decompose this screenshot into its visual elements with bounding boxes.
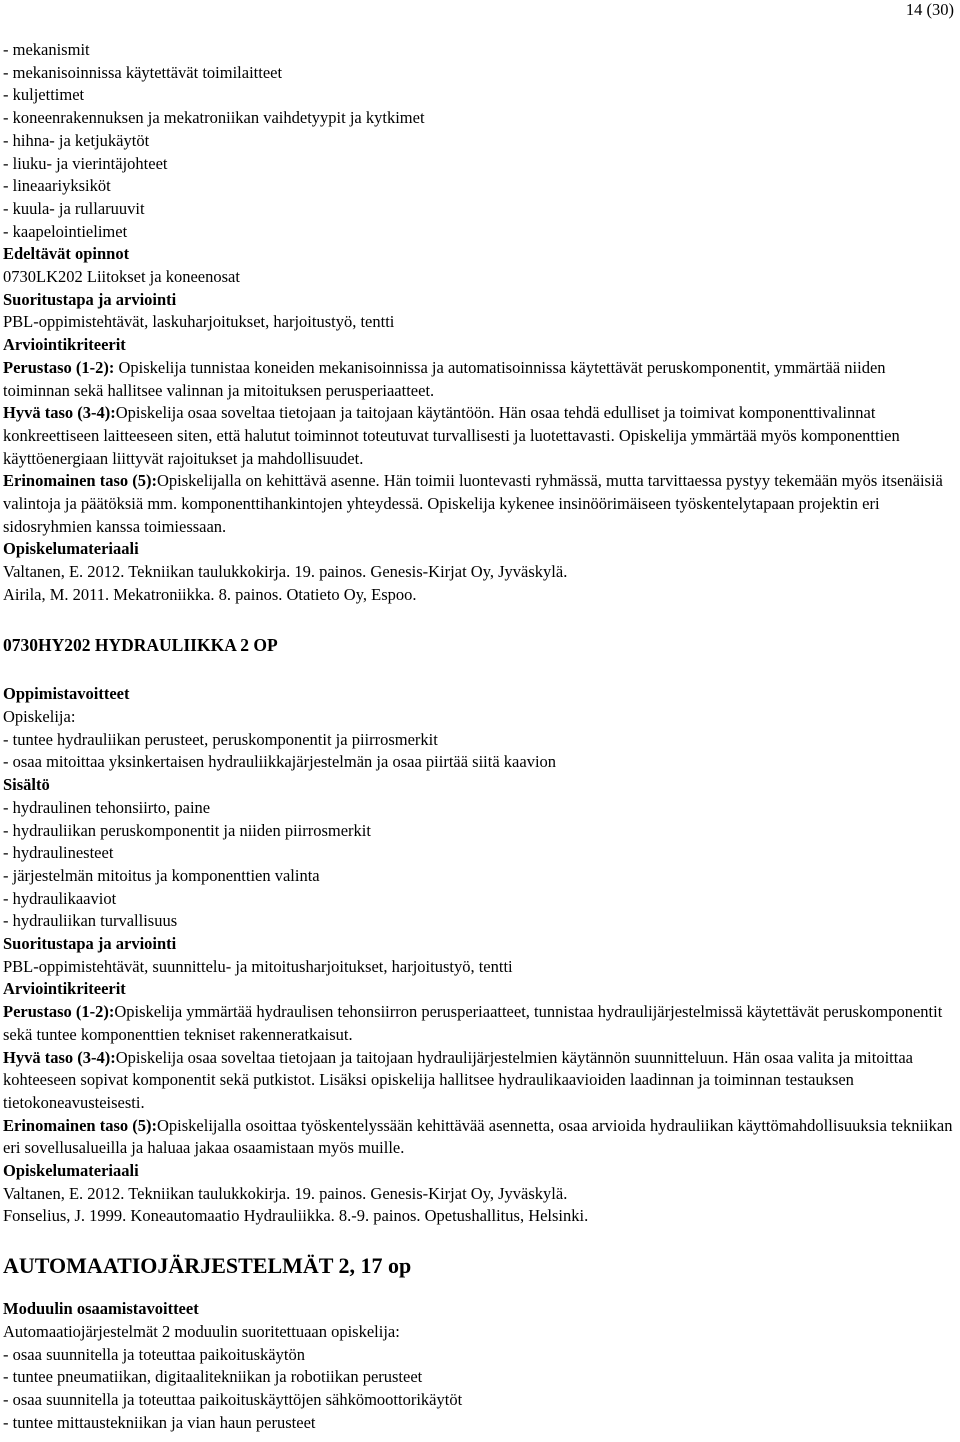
prerequisites-heading: Edeltävät opinnot (3, 244, 130, 264)
list-item: - liuku- ja vierintäjohteet (3, 153, 168, 173)
criteria-basic-text: Opiskelija ymmärtää hydraulisen tehonsiirron perusperiaatteet, tunnistaa hydraulijärjestelmissä käytettävät peruskomponentit sekä tuntee komponenttien tekniset rakenneratkaisut. (3, 1002, 943, 1044)
criteria-excellent-label: Erinomainen taso (5): (3, 1115, 157, 1135)
material-heading: Opiskelumateriaali (3, 539, 139, 559)
prerequisites-text: 0730LK202 Liitokset ja koneenosat (3, 267, 240, 287)
criteria-good (3, 402, 955, 470)
list-item: - hihna- ja ketjukäytöt (3, 130, 150, 150)
criteria-excellent-text: Opiskelijalla on kehittävä asenne. Hän toimii luontevasti ryhmässä, mutta tarvittaessa pystyy tekemään myös itsenäisiä valintoja ja päätöksiä mm. komponenttihankintojen yhteydessä. Opiskelija kykenee insinöörimäiseen työskentelytapaan projektin eri sidosryhmien kanssa toimiessaan. (3, 471, 943, 536)
method-heading: Suoritustapa ja arviointi (3, 289, 177, 309)
material-item: Valtanen, E. 2012. Tekniikan taulukkokirja. 19. painos. Genesis-Kirjat Oy, Jyväskylä. (3, 562, 568, 582)
criteria-good-text: Opiskelija osaa soveltaa tietojaan ja taitojaan käytäntöön. Hän osaa tehdä edulliset ja toimivat komponenttivalinnat konkreettiseen laitteeseen siten, että halutut toiminnot toteutuvat turvallisesti ja luotettavasti. Opiskelija ymmärtää myös komponenttien käyttöenergiaan liittyvät rajoitukset ja mahdollisuudet. (3, 403, 900, 468)
criteria-heading: Arviointikriteerit (3, 979, 126, 999)
module-goal-item: - tuntee pneumatiikan, digitaalitekniikan ja robotiikan perusteet (3, 1367, 423, 1387)
content-item: - järjestelmän mitoitus ja komponenttien valinta (3, 865, 320, 885)
module-goal-item: - osaa suunnitella ja toteuttaa paikoituskäyttöjen sähkömoottorikäytöt (3, 1389, 463, 1409)
material-item: Airila, M. 2011. Mekatroniikka. 8. painos. Otatieto Oy, Espoo. (3, 584, 417, 604)
material-item: Valtanen, E. 2012. Tekniikan taulukkokirja. 19. painos. Genesis-Kirjat Oy, Jyväskylä. (3, 1183, 568, 1203)
list-item: - koneenrakennuksen ja mekatroniikan vaihdetyypit ja kytkimet (3, 108, 425, 128)
criteria-excellent-label: Erinomainen taso (5): (3, 471, 157, 491)
content-item: - hydraulinen tehonsiirto, paine (3, 797, 211, 817)
content-item: - hydraulikaaviot (3, 888, 117, 908)
goals-intro: Opiskelija: (3, 706, 76, 726)
material-heading: Opiskelumateriaali (3, 1161, 139, 1181)
module-goals-intro: Automaatiojärjestelmät 2 moduulin suoritettuaan opiskelija: (3, 1321, 400, 1341)
goal-item: - osaa mitoittaa yksinkertaisen hydrauliikkajärjestelmän ja osaa piirtää siitä kaavion (3, 752, 557, 772)
criteria-good-label: Hyvä taso (3-4): (3, 1047, 116, 1067)
criteria-excellent (3, 470, 955, 538)
criteria-heading: Arviointikriteerit (3, 335, 126, 355)
method-heading: Suoritustapa ja arviointi (3, 934, 177, 954)
method-text: PBL-oppimistehtävät, suunnittelu- ja mitoitusharjoitukset, harjoitustyö, tentti (3, 956, 513, 976)
criteria-basic (3, 1001, 955, 1046)
module-goals-heading: Moduulin osaamistavoitteet (3, 1299, 199, 1319)
content-item: - hydrauliikan peruskomponentit ja niiden piirrosmerkit (3, 820, 371, 840)
module-goal-item: - tuntee mittaustekniikan ja vian haun perusteet (3, 1412, 316, 1432)
content-item: - hydrauliikan turvallisuus (3, 911, 178, 931)
list-item: - mekanismit (3, 40, 90, 59)
content-item: - hydraulinesteet (3, 843, 114, 863)
criteria-excellent-text: Opiskelijalla osoittaa työskentelyssään kehittävää asennetta, osaa arvioida hydrauliikan käyttömahdollisuuksia tekniikan eri sovellusalueilla ja haluaa jakaa osaamistaan myös muille. (3, 1115, 953, 1158)
topic-list (3, 39, 955, 243)
criteria-good-text: Opiskelija osaa soveltaa tietojaan ja taitojaan hydraulijärjestelmien käytännön suunnitteluun. Hän osaa valita ja mitoittaa kohteeseen sopivat komponentit sekä putkistot. Lisäksi opiskelija hallitsee hydraulikaavioiden laadinnan ja toiminnan testauksen tietokoneavusteisesti. (3, 1047, 913, 1112)
goal-item: - tuntee hydrauliikan perusteet, peruskomponentit ja piirrosmerkit (3, 729, 438, 749)
goals-heading: Oppimistavoitteet (3, 684, 130, 704)
list-item: - lineaariyksiköt (3, 176, 111, 196)
course-title: 0730HY202 HYDRAULIIKKA 2 OP (3, 634, 278, 655)
list-item: - kuula- ja rullaruuvit (3, 198, 145, 218)
content-heading: Sisältö (3, 775, 50, 795)
list-item: - kaapelointielimet (3, 221, 128, 241)
criteria-good (3, 1047, 955, 1115)
module-goal-item: - osaa suunnitella ja toteuttaa paikoituskäytön (3, 1344, 305, 1364)
method-text: PBL-oppimistehtävät, laskuharjoitukset, harjoitustyö, tentti (3, 312, 395, 332)
criteria-basic (3, 357, 955, 402)
list-item: - mekanisoinnissa käytettävät toimilaitteet (3, 62, 283, 82)
criteria-excellent (3, 1115, 955, 1160)
criteria-basic-text: Opiskelija tunnistaa koneiden mekanisoinnissa ja automatisoinnissa käytettävät peruskomponentit, ymmärtää niiden toiminnan sekä hallitsee valinnan ja mitoituksen perusperiaatteet. (3, 357, 886, 400)
criteria-basic-label: Perustaso (1-2): (3, 357, 115, 377)
criteria-basic-label: Perustaso (1-2): (3, 1002, 115, 1022)
module-title: AUTOMAATIOJÄRJESTELMÄT 2, 17 op (3, 1253, 412, 1279)
criteria-good-label: Hyvä taso (3-4): (3, 403, 116, 423)
list-item: - kuljettimet (3, 85, 85, 105)
page-content (3, 39, 955, 1434)
page-number: 14 (30) (905, 0, 954, 19)
material-item: Fonselius, J. 1999. Koneautomaatio Hydrauliikka. 8.-9. painos. Opetushallitus, Helsinki. (3, 1206, 589, 1226)
